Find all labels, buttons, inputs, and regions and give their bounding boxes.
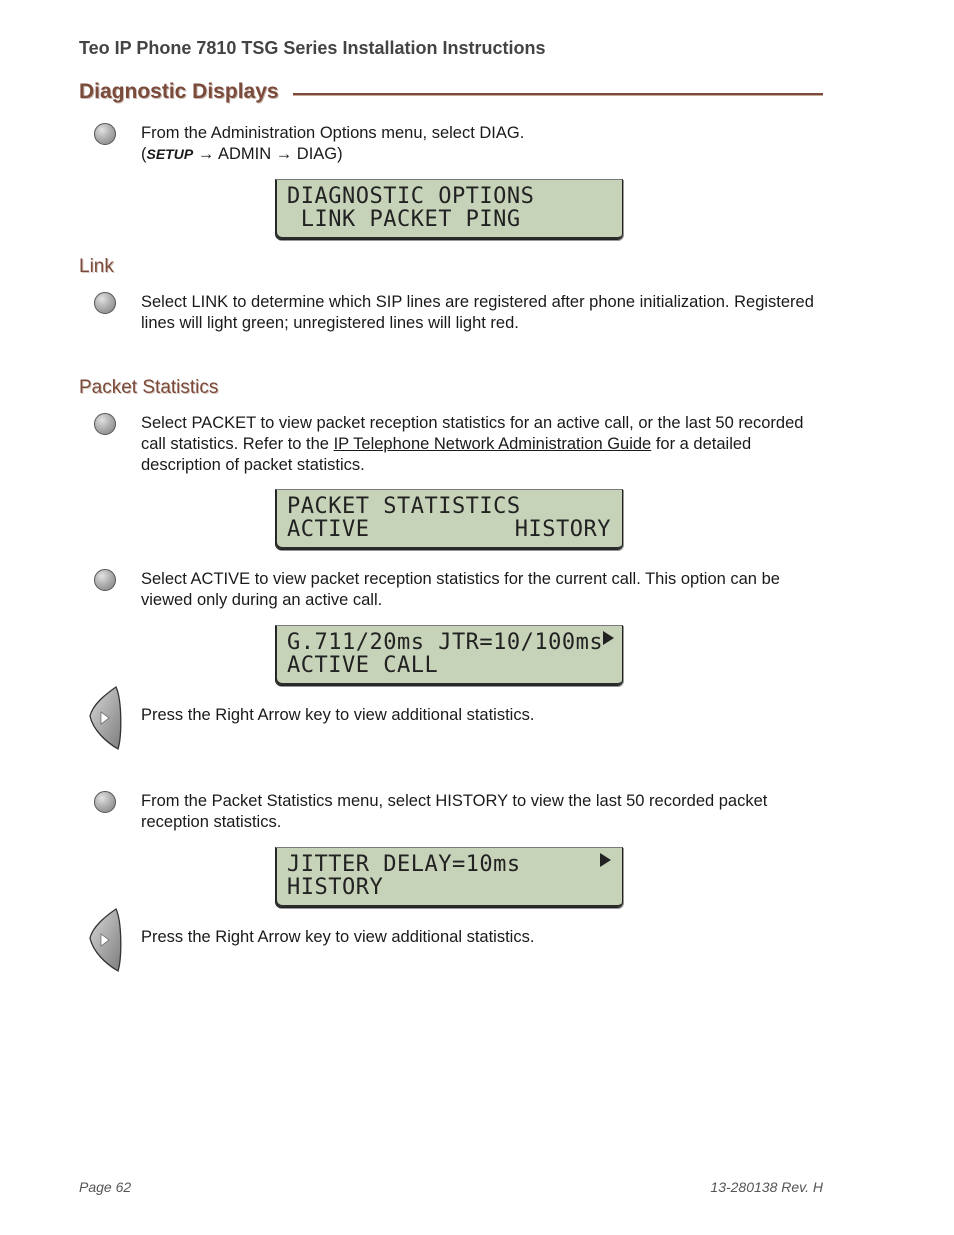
lcd-line-1 — [287, 631, 611, 655]
packet-text-a: Select PACKET to view packet reception statistics for an active call, or the last 50 recorded call statistics. Refer to the — [141, 414, 804, 453]
packet-statistics-heading: Packet Statistics — [79, 377, 219, 398]
lcd-line-2: LINK PACKET PING — [287, 207, 521, 232]
lcd-line-1: DIAGNOSTIC OPTIONS — [287, 184, 535, 209]
history-text: From the Packet Statistics menu, select HISTORY to view the last 50 recorded packet reception statistics. — [141, 792, 768, 831]
lcd-option-active: ACTIVE — [287, 517, 370, 542]
document-number: 13-280138 Rev. H — [710, 1179, 823, 1195]
document-header: Teo IP Phone 7810 TSG Series Installation Instructions — [79, 38, 546, 58]
packet-text-b: for a detailed description of packet statistics. — [141, 435, 752, 474]
lcd-line-1-text: G.711/20ms JTR=10/100ms — [287, 630, 604, 655]
page-number: Page 62 — [79, 1179, 132, 1195]
more-arrow-icon — [600, 853, 611, 867]
step-diag — [141, 123, 831, 165]
packet-text — [141, 413, 831, 476]
menu-path-rest: → ADMIN → DIAG) — [193, 145, 343, 163]
link-heading: Link — [79, 256, 114, 277]
right-arrow-key-icon — [88, 908, 122, 972]
lcd-line-1: PACKET STATISTICS — [287, 494, 521, 519]
round-bullet-icon — [94, 791, 116, 813]
lcd-active-call — [275, 625, 623, 686]
lcd-line-2: HISTORY — [287, 875, 384, 900]
lcd-option-history: HISTORY — [514, 517, 611, 542]
round-bullet-icon — [94, 292, 116, 314]
lcd-history — [275, 847, 623, 908]
lcd-line-1-text: JITTER DELAY=10ms — [287, 852, 521, 877]
lcd-line-1 — [287, 853, 611, 877]
menu-path — [141, 144, 831, 165]
more-arrow-icon — [603, 631, 614, 645]
press-right-arrow-text: Press the Right Arrow key to view additional statistics. — [141, 928, 535, 946]
step-diag-text: From the Administration Options menu, select DIAG. — [141, 124, 525, 142]
lcd-packet-statistics — [275, 489, 623, 550]
lcd-line-2: ACTIVE CALL — [287, 653, 439, 678]
guide-link[interactable]: IP Telephone Network Administration Guide — [333, 435, 652, 453]
section-title: Diagnostic Displays — [79, 80, 279, 103]
right-arrow-key-icon — [88, 686, 122, 750]
active-text: Select ACTIVE to view packet reception statistics for the current call. This option can be viewed only during an active call. — [141, 570, 780, 609]
menu-path-open: ( — [141, 145, 147, 163]
round-bullet-icon — [94, 569, 116, 591]
lcd-diagnostic-options — [275, 179, 623, 240]
round-bullet-icon — [94, 123, 116, 145]
press-right-arrow-text: Press the Right Arrow key to view additional statistics. — [141, 706, 535, 724]
link-text: Select LINK to determine which SIP lines are registered after phone initialization. Registered lines will light green; unregistered lines will light red. — [141, 293, 814, 332]
section-rule — [293, 93, 823, 96]
menu-path-setup: SETUP — [146, 146, 194, 162]
lcd-line-2 — [287, 518, 611, 542]
round-bullet-icon — [94, 413, 116, 435]
